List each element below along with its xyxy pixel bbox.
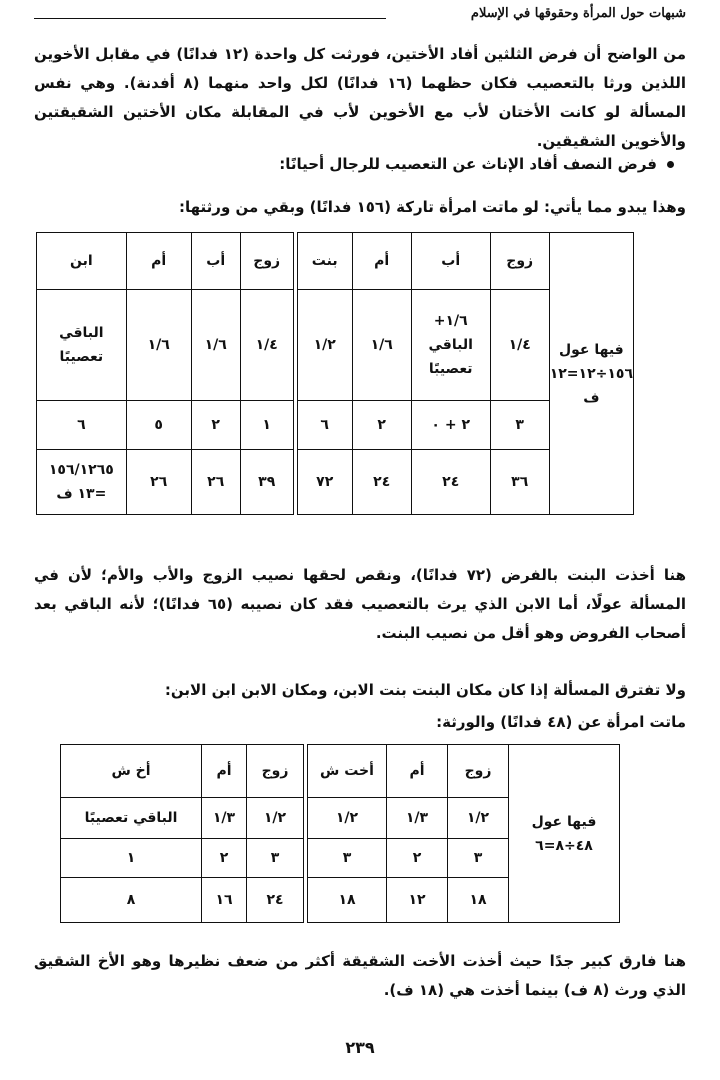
page (34, 0, 686, 1080)
bullet-text: فرض النصف أفاد الإناث عن التعصيب للرجال أحيانًا: (279, 155, 657, 173)
table-cell: ١٥٦/١٢٦٥ =١٣ ف (37, 450, 127, 515)
table-divider (293, 290, 297, 401)
table-cell: ٢ (352, 401, 411, 450)
table-cell: ١٨ (308, 878, 387, 923)
table-cell: أب (411, 233, 490, 290)
table-cell: ١٨ (448, 878, 509, 923)
table-cell: ١ (240, 401, 293, 450)
table-cell: ١/٦ (126, 290, 191, 401)
table-cell: ٦ (297, 401, 352, 450)
table-cell: ٣ (490, 401, 549, 450)
table-divider (304, 798, 308, 839)
table-divider (304, 745, 308, 798)
table-cell: أخت ش (308, 745, 387, 798)
table-cell: ١/٦ (352, 290, 411, 401)
paragraph-5: هنا فارق كبير جدًا حيث أخذت الأخت الشقيقة أكثر من ضعف نظيرها وهو الأخ الشقيق الذي ورث (٨ ف) بينما أخذت هي (١٨ ف). (34, 952, 686, 999)
table-cell: ١ (61, 839, 202, 878)
table-cell: أم (202, 745, 247, 798)
table-row (37, 290, 634, 401)
page-header (34, 6, 686, 30)
table-cell: أم (352, 233, 411, 290)
table-cell: زوج (448, 745, 509, 798)
table-cell: ١/٢ (297, 290, 352, 401)
inheritance-table-1 (36, 232, 634, 515)
table-cell: ١٢ (387, 878, 448, 923)
table-cell: بنت (297, 233, 352, 290)
table-cell: ٣ (308, 839, 387, 878)
table-cell: ١/٣ (387, 798, 448, 839)
table-cell: ٣٩ (240, 450, 293, 515)
table-cell: ١/٦ (191, 290, 240, 401)
table-cell: ٧٢ (297, 450, 352, 515)
table-cell: ٥ (126, 401, 191, 450)
table-cell: ٢ (387, 839, 448, 878)
table-cell: ٢ + ٠ (411, 401, 490, 450)
table-row (37, 450, 634, 515)
table-cell: زوج (490, 233, 549, 290)
table2-stub: فيها عول ٤٨÷٨=٦ (509, 745, 620, 923)
table-divider (293, 401, 297, 450)
table-cell: ١/٦+ الباقي تعصيبًا (411, 290, 490, 401)
paragraph-3: ولا تفترق المسألة إذا كان مكان البنت بنت الابن، ومكان الابن ابن الابن: (164, 681, 686, 699)
table-cell: ١/٢ (308, 798, 387, 839)
table-cell: ٦ (37, 401, 127, 450)
running-title: شبهات حول المرأة وحقوقها في الإسلام (470, 6, 686, 21)
table-cell: ٣ (448, 839, 509, 878)
table1-stub: فيها عول ١٥٦÷١٢=١٢ ف (549, 233, 633, 515)
table1-intro: وهذا يبدو مما يأتي: لو ماتت امرأة تاركة (١٥٦ فدانًا) وبقي من ورثتها: (179, 198, 686, 216)
table-cell: ٢٦ (191, 450, 240, 515)
table-cell: ١/٢ (247, 798, 304, 839)
paragraph-2: هنا أخذت البنت بالفرض (٧٢ فدانًا)، ونقص لحقها نصيب الزوج والأب والأم؛ لأن في المسألة عولًا، أما الابن الذي يرث بالتعصيب فقد كان نصيبه (٦٥ فدانًا)؛ لأنه الباقي بعد أصحاب الفروض وهو أقل من نصيب البنت. (34, 566, 686, 642)
table-cell: ١٦ (202, 878, 247, 923)
table2-intro: ماتت امرأة عن (٤٨ فدانًا) والورثة: (436, 713, 686, 731)
table-cell: ٣ (247, 839, 304, 878)
table-cell: ٢٦ (126, 450, 191, 515)
table-cell: الباقي تعصيبًا (61, 798, 202, 839)
table-divider (304, 839, 308, 878)
table-row (61, 745, 620, 798)
table-cell: ٢ (202, 839, 247, 878)
table-cell: أب (191, 233, 240, 290)
table-cell: الباقي تعصيبًا (37, 290, 127, 401)
table-cell: أخ ش (61, 745, 202, 798)
page-number: ٢٣٩ (345, 1038, 375, 1057)
table-divider (304, 878, 308, 923)
table-row (37, 233, 634, 290)
table-cell: ١/٣ (202, 798, 247, 839)
table-cell: زوج (247, 745, 304, 798)
table-divider (293, 450, 297, 515)
table-cell: ٣٦ (490, 450, 549, 515)
inheritance-table-2 (60, 744, 620, 923)
bullet-heading (34, 150, 674, 179)
bullet-icon (667, 161, 674, 168)
table-cell: ١/٤ (240, 290, 293, 401)
table-cell: ٢٤ (352, 450, 411, 515)
table-cell: أم (387, 745, 448, 798)
table-row (37, 401, 634, 450)
table-cell: ١/٢ (448, 798, 509, 839)
table-cell: ٢٤ (247, 878, 304, 923)
table-cell: زوج (240, 233, 293, 290)
table-cell: ٨ (61, 878, 202, 923)
table-cell: ١/٤ (490, 290, 549, 401)
table-cell: ٢٤ (411, 450, 490, 515)
header-rule (34, 18, 386, 19)
table-cell: أم (126, 233, 191, 290)
table-cell: ابن (37, 233, 127, 290)
table-divider (293, 233, 297, 290)
table-cell: ٢ (191, 401, 240, 450)
paragraph-1: من الواضح أن فرض الثلثين أفاد الأختين، فورثت كل واحدة (١٢ فدانًا) في مقابل الأخوين اللذين ورثا بالتعصيب فكان حظهما (١٦ فدانًا) لكل واحد منهما (٨ أفدنة). وهي نفس المسألة لو كانت الأختان لأب مع الأخوين لأب في المقابلة مكان الأختين الشقيقتين والأخوين الشقيقين. (34, 45, 687, 150)
